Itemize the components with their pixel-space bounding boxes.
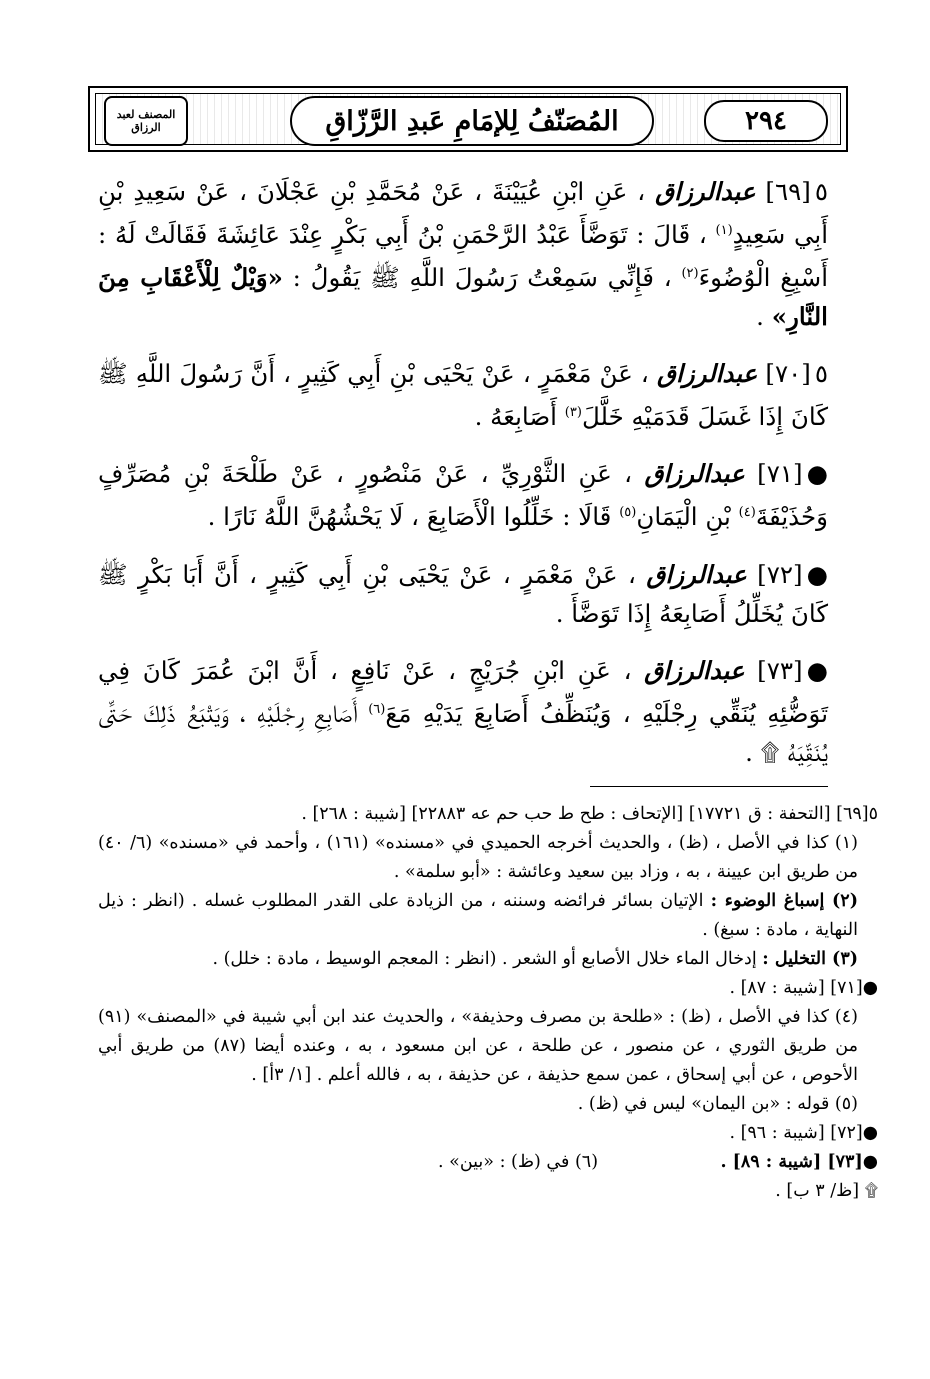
reference-69: ٥[٦٩] [التحفة : ق ١٧٧٢١] [الإتحاف : طح ط حب حم عه ٢٢٨٨٣] [شيبة : ٢٦٨] .: [301, 804, 878, 824]
footnotes: [98, 800, 878, 1206]
hadith-marker: ٥: [814, 359, 828, 389]
footnote-term: (٣) التخليل :: [762, 949, 858, 969]
footnote-1: (١) كذا في الأصل ، (ظ) ، والحديث أخرجه الحميدي في «مسنده» (١٦١) ، وأحمد في «مسنده» (٦/ ٤٠) من طريق ابن عيينة ، به ، وزاد بين سعيد وعائشة : «أبو سلمة» .: [98, 833, 858, 882]
matn-text: أَصَابِعَهُ .: [474, 402, 557, 432]
prophetic-saying: «وَيْلٌ لِلْأَعْقَابِ مِنَ النَّارِ»: [98, 263, 828, 332]
isnad-text: بْنِ الْيَمَانِ: [636, 502, 731, 532]
footnote-3: [98, 945, 878, 974]
footnote-term: (٢) إسباغ الوضوء :: [710, 891, 858, 911]
isnad-text: ، عَنْ مَعْمَرٍ ، عَنْ يَحْيَى بْنِ أَبِي كَثِيرٍ ، أَنَّ أَبَا بَكْرٍ ﷺ كَانَ يُخَلِّلُ أَصَابِعَهُ إِذَا تَوَضَّأَ .: [98, 559, 828, 628]
hadith-73: [98, 651, 828, 772]
hadith-69: [98, 172, 828, 336]
reference-73: ●[٧٣] [شيبة : ٨٩] .: [720, 1152, 878, 1172]
reference-73-row: [98, 1148, 878, 1177]
author-name: عبدالرزاق: [644, 655, 745, 685]
isnad-text: ، عَنِ الثَّوْرِيِّ ، عَنْ مَنْصُورٍ ، عَنْ طَلْحَةَ بْنِ مُصَرِّفٍ وَحُذَيْفَةَ: [98, 459, 828, 532]
footnote-ref: (١): [715, 223, 733, 238]
isnad-text: ، عَنِ ابْنِ عُيَيْنَةَ ، عَنْ مُحَمَّدِ بْنِ عَجْلَانَ ، عَنْ سَعِيدِ بْنِ أَبِي سَعِيدٍ: [98, 177, 829, 250]
author-name: عبدالرزاق: [644, 459, 745, 489]
footnote-ref: (٣): [564, 405, 582, 421]
footnote-5: (٥) قوله : «بن اليمان» ليس في (ظ) .: [577, 1094, 858, 1114]
footnote-ref: (٤): [738, 505, 756, 521]
page-header: [88, 86, 848, 152]
matn-text: أَصَابِعِ رِجْلَيْهِ ، وَيَتْبَعُ ذَلِكَ حَتَّى يُنَقِّيَهُ ۩ .: [98, 698, 828, 767]
hadith-marker: ●: [806, 459, 828, 489]
book-logo: [104, 96, 188, 146]
matn-text: قَالَا : خَلِّلُوا الْأَصَابِعَ ، لَا يَحْشُهُنَّ اللَّهُ نَارًا .: [207, 502, 612, 532]
footnote-6: (٦) في (ظ) : «بين» .: [438, 1152, 599, 1172]
isnad-text: ، عَنِ ابْنِ جُرَيْجٍ ، عَنْ نَافِعٍ ، أَنَّ ابْنَ عُمَرَ كَانَ فِي تَوَضُّئِهِ يُنَقِّي رِجْلَيْهِ ، وَيُنَظِّفُ أَصَابِعَ يَدَيْهِ مَعَ: [98, 655, 829, 728]
hadith-number: [٧٣]: [757, 655, 803, 685]
author-name: عبدالرزاق: [656, 359, 758, 389]
hadith-70: [98, 354, 828, 436]
author-name: عبدالرزاق: [655, 177, 756, 206]
matn-text: ، فَإِنِّي سَمِعْتُ رَسُولَ اللَّهِ ﷺ يَقُولُ :: [292, 263, 672, 293]
book-title: المُصَنّفُ لِلإمَامِ عَبدِ الرَّزّاقِ: [325, 105, 619, 137]
hadith-number: [٧٢]: [757, 559, 803, 589]
hadith-number: [٧١]: [757, 459, 803, 489]
footnote-4: (٤) كذا في الأصل ، (ظ) : «طلحة بن مصرف وحذيفة» ، والحديث عند ابن أبي شيبة في «المصنف» (٩١) من طريق الثوري ، عن منصور ، عن طلحة ، عن ابن مسعود ، به ، وعنده أيضا (٨٧) من طريق أبي الأحوص ، عن أبي إسحاق ، عمن سمع حذيفة ، عن حذيفة ، به ، فالله أعلم . [١/ ٣أ] .: [98, 1007, 858, 1085]
hadith-72: [98, 555, 828, 633]
matn-text: ، قَالَ : تَوَضَّأَ عَبْدُ الرَّحْمَنِ بْنُ أَبِي بَكْرٍ عِنْدَ عَائِشَةَ فَقَالَتْ لَهُ : أَسْبِغِ الْوُضُوءَ: [98, 220, 829, 293]
isnad-text: ، عَنْ مَعْمَرٍ ، عَنْ يَحْيَى بْنِ أَبِي كَثِيرٍ ، أَنَّ رَسُولَ اللَّهِ ﷺ كَانَ إِذَا غَسَلَ قَدَمَيْهِ خَلَّلَ: [98, 359, 828, 432]
hadith-marker: ●: [806, 655, 828, 685]
header-title-cartouche: [290, 96, 654, 146]
footnote-ref: (٦): [368, 701, 386, 717]
footnote-2: [98, 887, 878, 945]
footnote-separator: [590, 786, 828, 787]
hadith-marker: ٥: [814, 177, 828, 206]
author-name: عبدالرزاق: [646, 559, 747, 589]
logo-text: المصنف لعبد الرزاق: [116, 108, 176, 134]
hadith-marker: ●: [806, 559, 828, 589]
hadith-number: [٦٩]: [765, 177, 811, 206]
footnote-ref: (٥): [619, 505, 637, 521]
folio-marker: ۩ [ظ/ ٣ ب] .: [775, 1181, 878, 1201]
footnote-text: إدخال الماء خلال الأصابع أو الشعر . (انظر : المعجم الوسيط ، مادة : خلل) .: [212, 949, 757, 969]
hadith-number: [٧٠]: [765, 359, 811, 389]
footnote-ref: (٢): [681, 266, 699, 282]
main-text: [98, 172, 828, 790]
hadith-71: [98, 454, 828, 536]
reference-71: ●[٧١] [شيبة : ٨٧] .: [729, 978, 878, 998]
footnote-text: الإتيان بسائر فرائضه وسننه ، من الزيادة على القدر المطلوب غسله . (انظر : ذيل النهاية ، مادة : سبغ) .: [98, 891, 858, 940]
reference-72: ●[٧٢] [شيبة : ٩٦] .: [729, 1123, 878, 1143]
page-number: ٢٩٤: [704, 100, 828, 142]
period: .: [756, 302, 764, 332]
